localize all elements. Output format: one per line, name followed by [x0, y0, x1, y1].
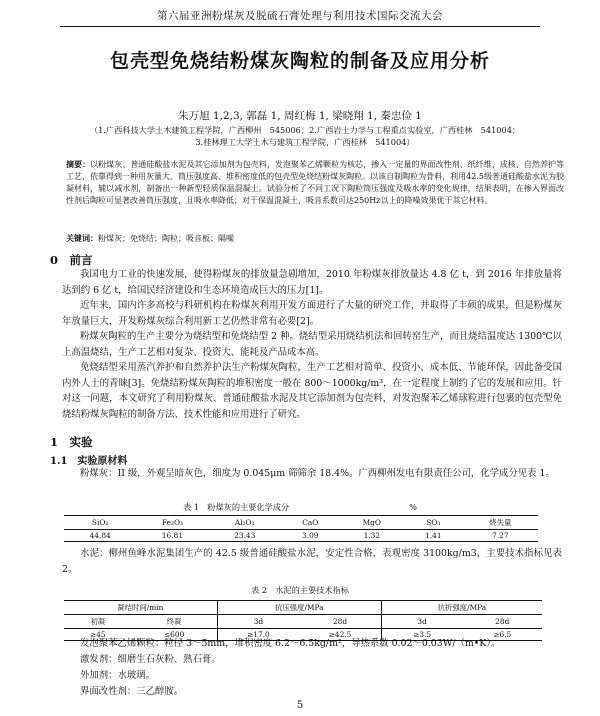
table-group-header: 凝结时间/min: [64, 601, 217, 615]
subsection-heading-materials: 1.1 实验原材料: [50, 456, 128, 467]
abstract-text: 以粉煤灰、普通硅酸盐水泥及其它添加剂为包壳料，发泡聚苯乙烯颗粒为核芯，掺入一定量的界面改性剂、纸纤维、成核、自然养护等工艺，依靠得到一种用灰量大、筒压强度高、堆积密度低的包壳型免烧结粉煤灰陶粒。以该自制陶粒为骨料，利用42.5级普通硅酸盐水泥为胶凝材料，辅以减水剂，制备出一种新型轻质保温混凝土。试验分析了不同工况下陶粒筒压强度及吸水率的变化规律，结果表明，在掺入界面改性剂后陶粒可显著改善筒压强度，且吸水率降低；对于保温混凝土，吸音系数可达250Hz以上的降噪效果优于其它材料。: [66, 160, 565, 205]
table-header-cell: 烧失量: [463, 516, 538, 530]
table-cell: ≤600: [163, 630, 185, 639]
table-header-cell: 终凝: [132, 615, 218, 629]
author-list: 朱万旭 1,2,3, 郭磊 1, 周红梅 1, 梁晓翔 1, 秦忠俭 1: [178, 110, 422, 122]
table-header-row: [64, 615, 542, 629]
table-group-header: 抗压强度/MPa: [217, 601, 381, 615]
table-group-header-row: [64, 601, 542, 615]
table-header-cell: Al₂O₃: [209, 516, 281, 530]
running-header: 第六届亚洲粉煤灰及脱硫石膏处理与利用技术国际交流大会: [60, 8, 540, 27]
table-header-row: [64, 516, 538, 530]
table-header-cell: 28d: [462, 615, 542, 629]
material-interface-modifier: 界面改性剂：三乙醇胺。: [80, 686, 184, 697]
cement-description: 水泥：柳州鱼峰水泥集团生产的 42.5 级普通硅酸盐水泥，安定性合格，表观密度 3100kg/m3，主要技术指标见表 2。: [62, 548, 562, 575]
intro-paragraph-3: 粉煤灰陶粒的生产主要分为烧结型和免烧结型 2 种。烧结型采用烧结机法和回转窑生产，而且烧结温度达 1300℃以上高温烧结，生产工艺相对复杂、投资大、能耗及产品成本高。: [62, 331, 562, 358]
keywords: [66, 232, 564, 245]
table-cell: ≥17.0: [217, 629, 299, 641]
intro-paragraph-2: 近年来，国内许多高校与科研机构在粉煤灰利用开发方面进行了大量的研究工作，并取得了丰硕的成果，但是粉煤灰年放量巨大，开发粉煤灰综合利用新工艺仍然非常有必要[2]。: [62, 300, 562, 327]
table-cell: ≥6.5: [493, 630, 512, 639]
table1-chemical-composition: [64, 515, 538, 542]
paper-title: 包壳型免烧结粉煤灰陶粒的制备及应用分析: [109, 50, 490, 72]
table-cell: ≥3.5: [381, 629, 462, 641]
keywords-label: 关键词：: [66, 233, 98, 243]
table-cell: 1.41: [425, 531, 442, 540]
table-row: [64, 530, 538, 542]
table-cell: 7.27: [492, 531, 509, 540]
table-header-cell: 3d: [381, 615, 462, 629]
table-header-cell: Fe₂O₃: [136, 516, 208, 530]
table-cell: ≥45: [90, 630, 106, 639]
intro-paragraph-4: 免烧结型采用蒸汽养护和自然养护法生产粉煤灰陶粒，生产工艺相对简单、投资小、成本低、节能环保，因此备受国内外人士的青睐[3]。免烧结粉煤灰陶粒的堆积密度一般在 800～1000kg/m³，在一定程度上制约了它的发展和应用。针对这一问题，本文研究了利用粉煤灰、普通硅酸盐水泥及其它添加剂为包壳料，对发泡聚苯乙烯球粒进行包裹的包壳型免烧结粉煤灰陶粒的制备方法、技术性能和应用进行了研究。: [62, 362, 562, 420]
table-cell: 3.09: [302, 531, 319, 540]
table-header-cell: SO₃: [404, 516, 463, 530]
table-cell: 23.43: [234, 531, 256, 540]
abstract: [66, 158, 564, 207]
abstract-label: 摘要：: [66, 159, 91, 169]
table-header-cell: CaO: [281, 516, 340, 530]
material-eps-beads: 发泡聚苯乙烯颗粒：粒径 3～5mm，堆积密度 6.2～6.5kg/m²，导热系数 0.02～0.03W/（m•K）。: [80, 638, 501, 649]
table2-caption: 表 2 水泥的主要技术指标: [251, 585, 349, 595]
table-header-cell: 28d: [299, 615, 381, 629]
material-activator: 激发剂：细磨生石灰粉、熟石膏。: [80, 654, 221, 665]
table-header-cell: 3d: [217, 615, 299, 629]
table1-unit: %: [409, 502, 417, 512]
table-header-cell: SiO₂: [64, 516, 136, 530]
table2-cement-properties: [64, 600, 542, 641]
intro-paragraph-1: 我国电力工业的快速发展，使得粉煤灰的排放量急剧增加，2010 年粉煤灰排放量达 4.8 亿 t，到 2016 年排放量将达到约 6 亿 t，给国民经济建设和生态环境造成巨大的压力[1]。: [62, 269, 562, 296]
section-heading-introduction: 0 前言: [50, 253, 93, 267]
table-header-cell: MgO: [340, 516, 404, 530]
table-group-header: 抗折强度/MPa: [381, 601, 542, 615]
affiliation-line-2: 3.桂林理工大学土木与建筑工程学院，广西桂林 541004）: [195, 137, 415, 147]
table-header-cell: 初凝: [64, 615, 132, 629]
page-number: 5: [296, 700, 304, 711]
table-cell: 16.81: [161, 531, 184, 540]
table-cell: 44.84: [89, 531, 111, 540]
table-cell: ≥42.5: [328, 630, 352, 639]
section-heading-experiment: 1 实验: [50, 435, 93, 449]
flyash-description: 粉煤灰：II 级，外观呈暗灰色，细度为 0.045μm 筛筛余 18.4%。广西柳州发电有限责任公司，化学成分见表 1。: [80, 468, 555, 479]
material-admixture: 外加剂：水玻璃。: [80, 670, 156, 681]
affiliation-line-1: （1.广西科技大学土木建筑工程学院，广西柳州 545006；2.广西岩土力学与工程重点实验室，广西桂林 541004；: [89, 125, 521, 135]
keywords-text: 粉煤灰；免烧结；陶粒；吸音板；隔噪: [98, 234, 234, 243]
table-cell: 1.32: [363, 531, 381, 540]
table1-caption: 表 1 粉煤灰的主要化学成分 %: [183, 502, 417, 512]
